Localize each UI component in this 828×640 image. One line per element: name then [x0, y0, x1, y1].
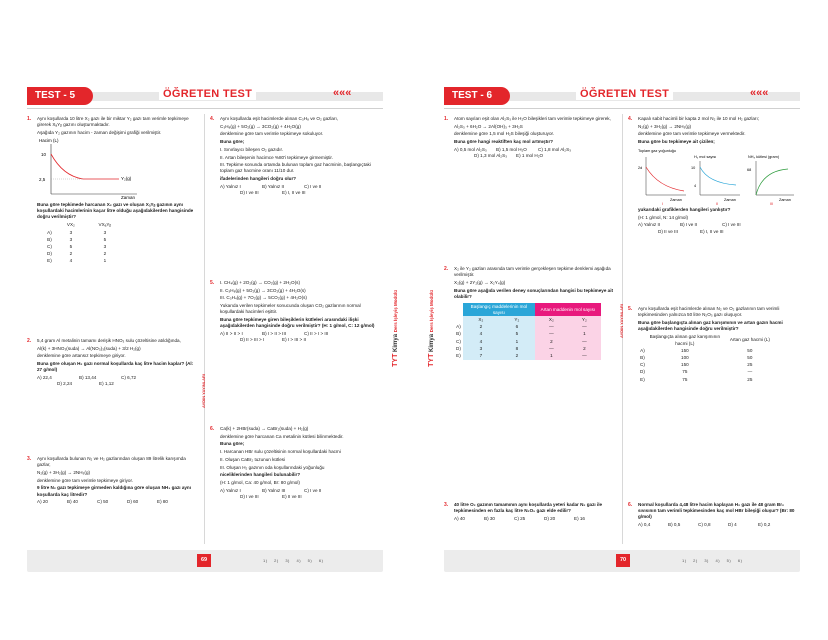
question-text: Aynı koşullarda bulunan N₂ ve H₂ gazlarından oluşan 89 litrelik karışımda gazlar,: [37, 456, 186, 468]
cell: 2: [499, 352, 535, 359]
question-text: Atom sayıları eşit olan Al₂S₃ ile H₂O bileşikleri tam verimle tepkimeye girerek,: [454, 116, 611, 121]
option-a[interactable]: A) 0,4: [638, 522, 651, 528]
question-number: 3.: [27, 456, 32, 462]
option-a[interactable]: A) Yalnız II: [638, 222, 661, 228]
cell: E): [640, 376, 645, 382]
cell: 25: [747, 376, 753, 382]
reaction: II. C₃H₈(g) + 5O₂(g) → 3CO₂(g) + 4H₂O(s): [220, 287, 306, 293]
option-d[interactable]: D) I ve III: [240, 190, 259, 196]
option-a[interactable]: A) 20: [37, 499, 48, 505]
option-b[interactable]: B) I > II > III: [262, 330, 286, 336]
cell: 2: [103, 251, 107, 257]
options: [220, 488, 380, 500]
option-a[interactable]: A) 0,5 mol Al₂S₃: [454, 146, 487, 152]
option-c[interactable]: C) 0,8: [698, 522, 711, 528]
option-e[interactable]: E) I, II ve III: [282, 190, 306, 196]
option-c[interactable]: C) I ve III: [722, 222, 741, 228]
cell: B): [456, 331, 461, 337]
question-text: Aynı koşullarda eşit hacimlerde alınan C₃H₈ ve O₂ gazları,: [220, 116, 339, 121]
option-b[interactable]: B) 40: [67, 499, 78, 505]
cell: —: [568, 352, 601, 359]
option-b[interactable]: B) I ve II: [680, 222, 698, 228]
cell: 75: [682, 376, 688, 382]
cell: 75: [682, 369, 688, 375]
graph-tick: 10: [41, 151, 47, 157]
question-number: 2.: [444, 266, 449, 272]
cell: 100: [681, 354, 689, 360]
cell: 1: [499, 338, 535, 345]
option-e[interactable]: E) I, II ve III: [700, 228, 724, 234]
reaction: III. C₃H₄(g) + 7O₂(g) → 5CO₂(g) + 4H₂O(s): [220, 295, 307, 301]
question-5: [210, 280, 380, 343]
cell: 50: [747, 354, 753, 360]
volume-time-graph: [37, 138, 147, 200]
table-row[interactable]: [45, 258, 122, 265]
cell: 3: [69, 236, 73, 242]
question-3: [444, 502, 614, 522]
option-b[interactable]: B) 1,5 mol H₂O: [496, 146, 527, 152]
option-d[interactable]: D) 20: [544, 515, 556, 521]
question-6: [628, 502, 798, 528]
option-c[interactable]: C) I ve II: [304, 487, 322, 493]
cell: D): [47, 251, 52, 257]
note: (H: 1 g/mol, Ca: 40 g/mol, Br: 80 g/mol): [220, 479, 300, 485]
option-e[interactable]: E) I > III > II: [282, 337, 306, 343]
options: [37, 375, 195, 387]
answer-strip: 1) 2) 3) 4) 5) 6): [682, 558, 743, 563]
cell: A): [47, 229, 52, 235]
graph-roman: I: [662, 201, 664, 205]
question-prompt: Normal koşullarda 4,48 litre hacim kaplayan H₂ gazı ile 48 gram Br₂ sıvısının tam verimli tepkimesinden kaç mol HBr bileşiği oluşur? (Br: 80 g/mol): [638, 502, 795, 520]
options: [638, 222, 798, 234]
brand-tyt: TYT: [428, 353, 435, 367]
header-title: ÖĞRETEN TEST: [576, 88, 673, 100]
question-text: denklemine göre artansız tepkimeye giriyor.: [37, 353, 126, 359]
option-a[interactable]: A) 22,4: [37, 375, 52, 381]
graph-roman: III: [770, 201, 774, 205]
question-prompt: Buna göre oluşan H₂ gazı normal koşullarda kaç litre hacim kaplar? (Al: 27 g/mol): [37, 361, 194, 373]
question-text: Kapalı sabit hacimli bir kapta 2 mol N₂ ile 10 mol H₂ gazları;: [638, 116, 760, 121]
graph-tick: 68: [747, 167, 752, 172]
brand-tyt: TYT: [392, 353, 399, 367]
question-5: [628, 306, 798, 383]
header-arrows-icon: «««: [750, 87, 769, 99]
cell: 3: [103, 244, 107, 250]
cell: —: [568, 324, 601, 331]
table-row[interactable]: [638, 376, 777, 383]
right-page: [444, 84, 800, 584]
column-divider: [204, 114, 205, 544]
question-lead: Buna göre;: [220, 441, 245, 447]
graph-tick: 4: [694, 183, 697, 188]
cell: D): [640, 369, 645, 375]
cell: 3: [103, 229, 107, 235]
answer-table: [638, 334, 777, 383]
table-row[interactable]: [454, 324, 601, 331]
question-prompt: niceliklerinden hangileri bulunabilir?: [220, 472, 301, 478]
cell: B): [47, 236, 52, 242]
table-row[interactable]: [638, 369, 777, 376]
statement: II. Artan bileşenin hacimce %80'i tepkimeye girmemiştir.: [220, 154, 333, 160]
question-lead: Buna göre;: [220, 139, 245, 145]
cell: 4: [69, 258, 73, 264]
option-b[interactable]: B) Yalnız III: [262, 487, 286, 493]
question-prompt: Buna göre bu tepkimeye ait çizilen;: [638, 139, 715, 145]
equation: Al₂S₃ + 6H₂O → 2Al(OH)₃ + 3H₂S: [454, 123, 523, 129]
cell: 4: [463, 331, 499, 338]
col-header: VX₂: [66, 222, 75, 228]
question-number: 4.: [628, 116, 633, 122]
cell: —: [568, 338, 601, 345]
table-row[interactable]: [638, 347, 777, 354]
option-c[interactable]: C) I ve II: [304, 183, 322, 189]
option-a[interactable]: A) Yalnız I: [220, 183, 241, 189]
curve-3: [756, 169, 788, 195]
graph-label: NH₃ kütlesi (gram): [748, 154, 780, 159]
question-prompt: 40 litre O₂ gazının tamamının aynı koşullarda yeteri kadar N₂ gazı ile tepkimesinden en fazla kaç litre N₂O₅ gazı elde edilir?: [454, 502, 603, 514]
cell: —: [535, 345, 568, 352]
statement: III. Tepkime sonunda ortamda bulunan toplam gaz hacminin, başlangıçtaki toplam gaz hacmine oranı 11/10 dur.: [220, 162, 371, 174]
question-number: 5.: [628, 306, 633, 312]
statement: III. Oluşan H₂ gazının oda koşullarındaki yoğunluğu: [220, 464, 325, 470]
cell: D): [456, 345, 461, 351]
option-e[interactable]: E) 80: [157, 499, 168, 505]
question-prompt: Buna göre başlangıçta alınan gaz karışımının ve artan gazın hacmi aşağıdakilerden hangisinde doğru verilmiştir?: [638, 319, 783, 332]
option-a[interactable]: A) 40: [454, 515, 465, 521]
brand-strip-right: [428, 290, 435, 367]
question-number: 6.: [628, 502, 633, 508]
question-number: 1.: [27, 116, 32, 122]
graph-ylabel: Hacim (L): [39, 137, 59, 143]
side-note: AYDIN YAYINLARI: [201, 374, 206, 408]
cell: 2: [463, 324, 499, 331]
graph-roman: II: [716, 201, 719, 205]
question-prompt: Buna göre tepkimede harcanan X₂ gazı ve oluşan XₐYᵦ gazının aynı koşullardaki hacimlerinin kaçar litre olduğu aşağıdakilerden hangisinde doğru verilmiştir?: [37, 201, 194, 220]
question-4: [210, 116, 380, 196]
option-c[interactable]: C) 25: [514, 515, 526, 521]
table-row[interactable]: [454, 345, 601, 352]
cell: 2: [568, 345, 601, 352]
graph-xlabel: Zaman: [779, 197, 791, 202]
options: [37, 499, 195, 505]
question-number: 5.: [210, 280, 215, 286]
option-e[interactable]: E) 16: [574, 515, 585, 521]
side-note: AYDIN YAYINLARI: [619, 304, 624, 338]
test-label: TEST - 6: [444, 87, 510, 105]
brand-sub: Ders İşleyiş Modülü: [429, 290, 434, 333]
graph-label: H₂ mol sayısı: [694, 154, 717, 159]
cell: —: [747, 369, 753, 375]
col-group-header: Başlangıç maddelerinin mol sayısı: [463, 303, 535, 316]
option-d[interactable]: D) 2,24: [57, 381, 73, 387]
col-header: X₂: [463, 316, 499, 323]
cell: 7: [463, 352, 499, 359]
cell: 3: [69, 229, 73, 235]
equation: N₂(g) + 3H₂(g) → 2NH₃(g): [37, 469, 91, 475]
y2-curve: [51, 154, 119, 179]
cell: 5: [103, 236, 107, 242]
left-page: [27, 84, 383, 584]
col-header: Artan gaz hacmi (L): [729, 337, 770, 343]
cell: C): [456, 338, 461, 344]
header-line: [27, 108, 383, 109]
question-prompt: Buna göre tepkimeye giren bileşiklerin kütleleri arasındaki ilişki aşağıdakilerden hangisinde doğru verilmiştir? (H: 1 g/mol, C: 12 g/mol): [220, 317, 375, 329]
question-3: [27, 456, 195, 505]
table-row[interactable]: [45, 229, 122, 236]
reaction: I. CH₄(g) + 2O₂(g) → CO₂(g) + 2H₂O(s): [220, 280, 300, 285]
brand-strip-left: [392, 290, 399, 367]
question-text: X₂ ile Y₂ gazları arasında tam verimle gerçekleşen tepkime denklemi aşağıda verilmiştir.: [454, 266, 611, 278]
statement: I. Harcanan HBr sulu çözeltisinin normal koşullardaki hacmi: [220, 449, 341, 455]
table-row[interactable]: [45, 244, 122, 251]
cell: 5: [69, 244, 73, 250]
table-row[interactable]: [45, 251, 122, 258]
question-text: 5,4 gram Al metalinin tamamı derişik HNO₃ sulu çözeltisine atıldığında,: [37, 338, 181, 343]
col-header: VXₐYᵦ: [98, 222, 112, 228]
question-number: 6.: [210, 426, 215, 432]
col-header: Başlangıçta alınan gaz karışımının hacmi (L): [649, 334, 721, 346]
question-prompt: Buna göre aşağıda verilen deney sonuçlarından hangisi bu tepkimeye ait olabilir?: [454, 287, 614, 299]
question-number: 3.: [444, 502, 449, 508]
cell: 25: [747, 362, 753, 368]
cell: 2: [69, 251, 73, 257]
answer-strip: 1) 2) 3) 4) 5) 6): [263, 558, 324, 563]
question-prompt: Buna göre hangi reaktiften kaç mol artmıştır?: [454, 139, 554, 145]
cell: E): [456, 352, 461, 358]
option-d[interactable]: D) 60: [127, 499, 139, 505]
cell: C): [640, 362, 645, 368]
table-row[interactable]: [454, 338, 601, 345]
graph-curve-label: Y₂(g): [121, 175, 132, 181]
cell: 150: [681, 347, 689, 353]
cell: B): [640, 354, 645, 360]
brand-name: Kimya: [393, 333, 399, 352]
header-line: [444, 108, 800, 109]
option-a[interactable]: A) II > II > I: [220, 330, 243, 336]
question-text: Aynı koşullarda 10 litre X₂ gazı ile bir miktar Y₂ gazı tam verimle tepkimeye girerek XₐYᵦ gazını oluşturmaktadır.: [37, 116, 189, 128]
cell: A): [640, 347, 645, 353]
answer-table: [45, 222, 122, 265]
question-2: [444, 266, 614, 360]
question-text: Yukarıda verilen tepkimeler sonucunda oluşan CO₂ gazlarının normal koşullardaki hacimleri eşittir.: [220, 303, 361, 315]
table-row[interactable]: [638, 354, 777, 361]
question-number: 1.: [444, 116, 449, 122]
options: [220, 331, 380, 343]
left-header: [27, 84, 383, 106]
col-header: Y₂: [568, 316, 601, 323]
equation: C₃H₈(g) + 5O₂(g) → 3CO₂(g) + 4H₂O(g): [220, 123, 301, 129]
question-6: [210, 426, 380, 500]
equation: N₂(g) + 3H₂(g) → 2NH₃(g): [638, 123, 692, 129]
graph-tick: 2d: [638, 165, 643, 170]
cell: 1: [535, 352, 568, 359]
cell: 2: [535, 338, 568, 345]
cell: —: [535, 324, 568, 331]
question-2: [27, 338, 195, 387]
statement: I. Sınırlayıcı bileşen O₂ gazıdır.: [220, 146, 284, 152]
cell: 1: [568, 331, 601, 338]
cell: E): [47, 258, 52, 264]
brand-sub: Ders İşleyiş Modülü: [393, 290, 398, 333]
cell: C): [47, 244, 52, 250]
curve-2: [700, 167, 736, 185]
cell: 8: [499, 345, 535, 352]
option-c[interactable]: C) 6,72: [121, 375, 137, 381]
cell: 4: [463, 338, 499, 345]
graph-xlabel: Zaman: [724, 197, 736, 202]
option-b[interactable]: B) Yalnız II: [262, 183, 285, 189]
question-4: [628, 116, 798, 235]
option-e[interactable]: E) 1,12: [99, 381, 114, 387]
graph-xlabel: Zaman: [670, 197, 682, 202]
curve-1: [646, 167, 684, 191]
col-header: X₂: [535, 316, 568, 323]
cell: 150: [681, 362, 689, 368]
table-row[interactable]: [454, 331, 601, 338]
options: [220, 184, 380, 196]
test-label: TEST - 5: [27, 87, 93, 105]
option-b[interactable]: B) 0,5: [668, 522, 681, 528]
question-prompt: 9 litre N₂ gazı tepkimeye girmeden kaldığına göre oluşan NH₃ gazı aynı koşullarda kaç litredir?: [37, 485, 192, 497]
option-e[interactable]: E) 0,2: [758, 522, 771, 528]
question-text: denklemine göre tam verimle tepkimeye vermektedir.: [638, 131, 746, 137]
equation: Al(k) + 3HNO₃(suda) → Al(NO₃)₃(suda) + 3/2 H₂(g): [37, 345, 141, 351]
question-prompt: yukarıdaki grafiklerden hangileri yanlıştır?: [638, 207, 731, 213]
question-text: denklemine göre tam verimle tepkimeye giriyor.: [37, 477, 133, 483]
option-d[interactable]: D) I ve III: [240, 493, 259, 499]
header-arrows-icon: «««: [333, 87, 352, 99]
brand-name: Kimya: [429, 333, 435, 352]
cell: A): [456, 324, 461, 330]
question-text: Aynı koşullarda eşit hacimlerde alınan N₂ ve O₂ gazlarının tam verimli tepkimesinden yalnızca 50 litre N₂O₃ gazı oluşuyor.: [638, 306, 780, 318]
options: [454, 516, 614, 522]
options: [638, 522, 798, 528]
option-c[interactable]: C) II > I > III: [304, 330, 329, 336]
three-graphs: [638, 147, 798, 205]
equation: X₂(g) + 2Y₂(g) → X₂Y₄(g): [454, 279, 506, 285]
question-prompt: ifadelerinden hangileri doğru olur?: [220, 176, 297, 182]
cell: 6: [499, 324, 535, 331]
header-title: ÖĞRETEN TEST: [159, 88, 256, 100]
question-text: Aşağıda Y₂ gazının hacim - zaman değişimi grafiği verilmiştir.: [37, 129, 162, 135]
option-d[interactable]: D) 4: [728, 522, 737, 528]
question-number: 4.: [210, 116, 215, 122]
cell: 5: [499, 331, 535, 338]
col-group-header: Artan maddenin mol sayısı: [535, 303, 601, 316]
option-c[interactable]: C) 1,8 mol Al₂S₃: [538, 146, 572, 152]
graph-tick: 2,5: [39, 176, 46, 182]
experiment-table: [454, 303, 601, 360]
page-number: 70: [616, 554, 630, 567]
question-text: denklemine göre harcanan Ca metalinin kütlesi bilinmektedir.: [220, 433, 344, 439]
statement: II. Oluşan CaBr₂ tuzunun kütlesi: [220, 456, 286, 462]
question-text: denklemine göre tam verimle tepkimeye sokuluyor.: [220, 131, 324, 137]
option-b[interactable]: B) 30: [484, 515, 495, 521]
table-row[interactable]: [45, 236, 122, 243]
col-header: Y₂: [499, 316, 535, 323]
table-row[interactable]: [638, 362, 777, 369]
table-row[interactable]: [454, 352, 601, 359]
cell: 1: [103, 258, 107, 264]
option-e[interactable]: E) 1 mol H₂O: [516, 153, 544, 159]
question-text: denklemine göre 1,5 mol H₂S bileşiği oluşturuyor.: [454, 131, 555, 137]
option-a[interactable]: A) Yalnız I: [220, 487, 241, 493]
right-header: [444, 84, 800, 106]
equation: Ca(k) + 2HBr(suda) → CaBr₂(suda) + H₂(g): [220, 426, 309, 431]
cell: —: [535, 331, 568, 338]
note: (H: 1 g/mol, N: 14 g/mol): [638, 214, 689, 220]
option-b[interactable]: B) 13,44: [79, 375, 97, 381]
option-d[interactable]: D) II ve III: [658, 228, 678, 234]
graph-tick: 10: [691, 165, 696, 170]
options: [454, 147, 614, 159]
question-1: [444, 116, 614, 159]
graph-label: Toplam gaz yoğunluğu: [638, 148, 676, 153]
question-number: 2.: [27, 338, 32, 344]
cell: 50: [747, 347, 753, 353]
cell: 3: [463, 345, 499, 352]
page-number: 69: [197, 554, 211, 567]
graph-xlabel: Zaman: [121, 194, 136, 200]
question-1: [27, 116, 195, 265]
option-e[interactable]: E) II ve III: [282, 493, 302, 499]
option-d[interactable]: D) 1,3 mol Al₂S₃: [474, 153, 508, 159]
option-c[interactable]: C) 50: [97, 499, 109, 505]
option-d[interactable]: D) II > III > I: [240, 337, 265, 343]
